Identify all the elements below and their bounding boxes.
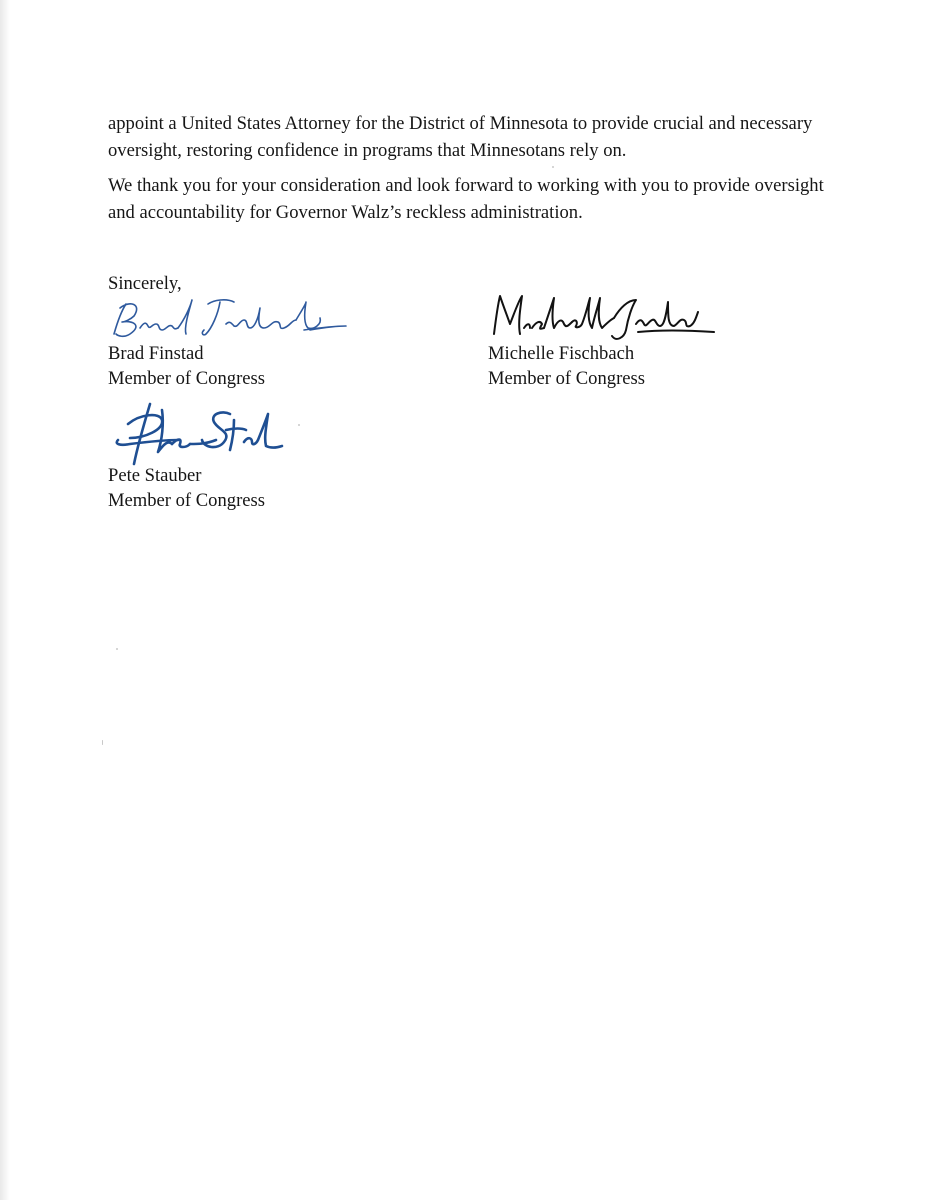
scan-speck — [552, 166, 554, 168]
signer-fischbach — [488, 341, 645, 391]
signer-finstad — [108, 341, 265, 391]
signer-name: Michelle Fischbach — [488, 343, 635, 364]
signer-title: Member of Congress — [108, 368, 265, 389]
signature-fischbach — [488, 288, 718, 346]
body-paragraph-1 — [108, 110, 828, 164]
paragraph-1-line-1: appoint a United States Attorney for the District of Minnesota to provide crucial and necessary — [108, 113, 813, 134]
signer-stauber — [108, 463, 265, 513]
signer-title: Member of Congress — [108, 490, 265, 511]
paragraph-2-line-1: We thank you for your consideration and look forward to working with you to provide oversight — [108, 175, 824, 196]
body-paragraph-2 — [108, 172, 828, 226]
paragraph-1-line-2: oversight, restoring confidence in programs that Minnesotans rely on. — [108, 140, 627, 161]
signature-stauber — [106, 400, 286, 470]
scan-speck — [102, 740, 103, 745]
paragraph-2-line-2: and accountability for Governor Walz’s reckless administration. — [108, 202, 583, 223]
scan-speck — [298, 424, 300, 426]
scan-speck — [116, 648, 118, 650]
signer-name: Brad Finstad — [108, 343, 204, 364]
signer-title: Member of Congress — [488, 368, 645, 389]
closing-salutation: Sincerely, — [108, 273, 182, 294]
signer-name: Pete Stauber — [108, 465, 202, 486]
scan-shadow-edge — [0, 0, 10, 1200]
